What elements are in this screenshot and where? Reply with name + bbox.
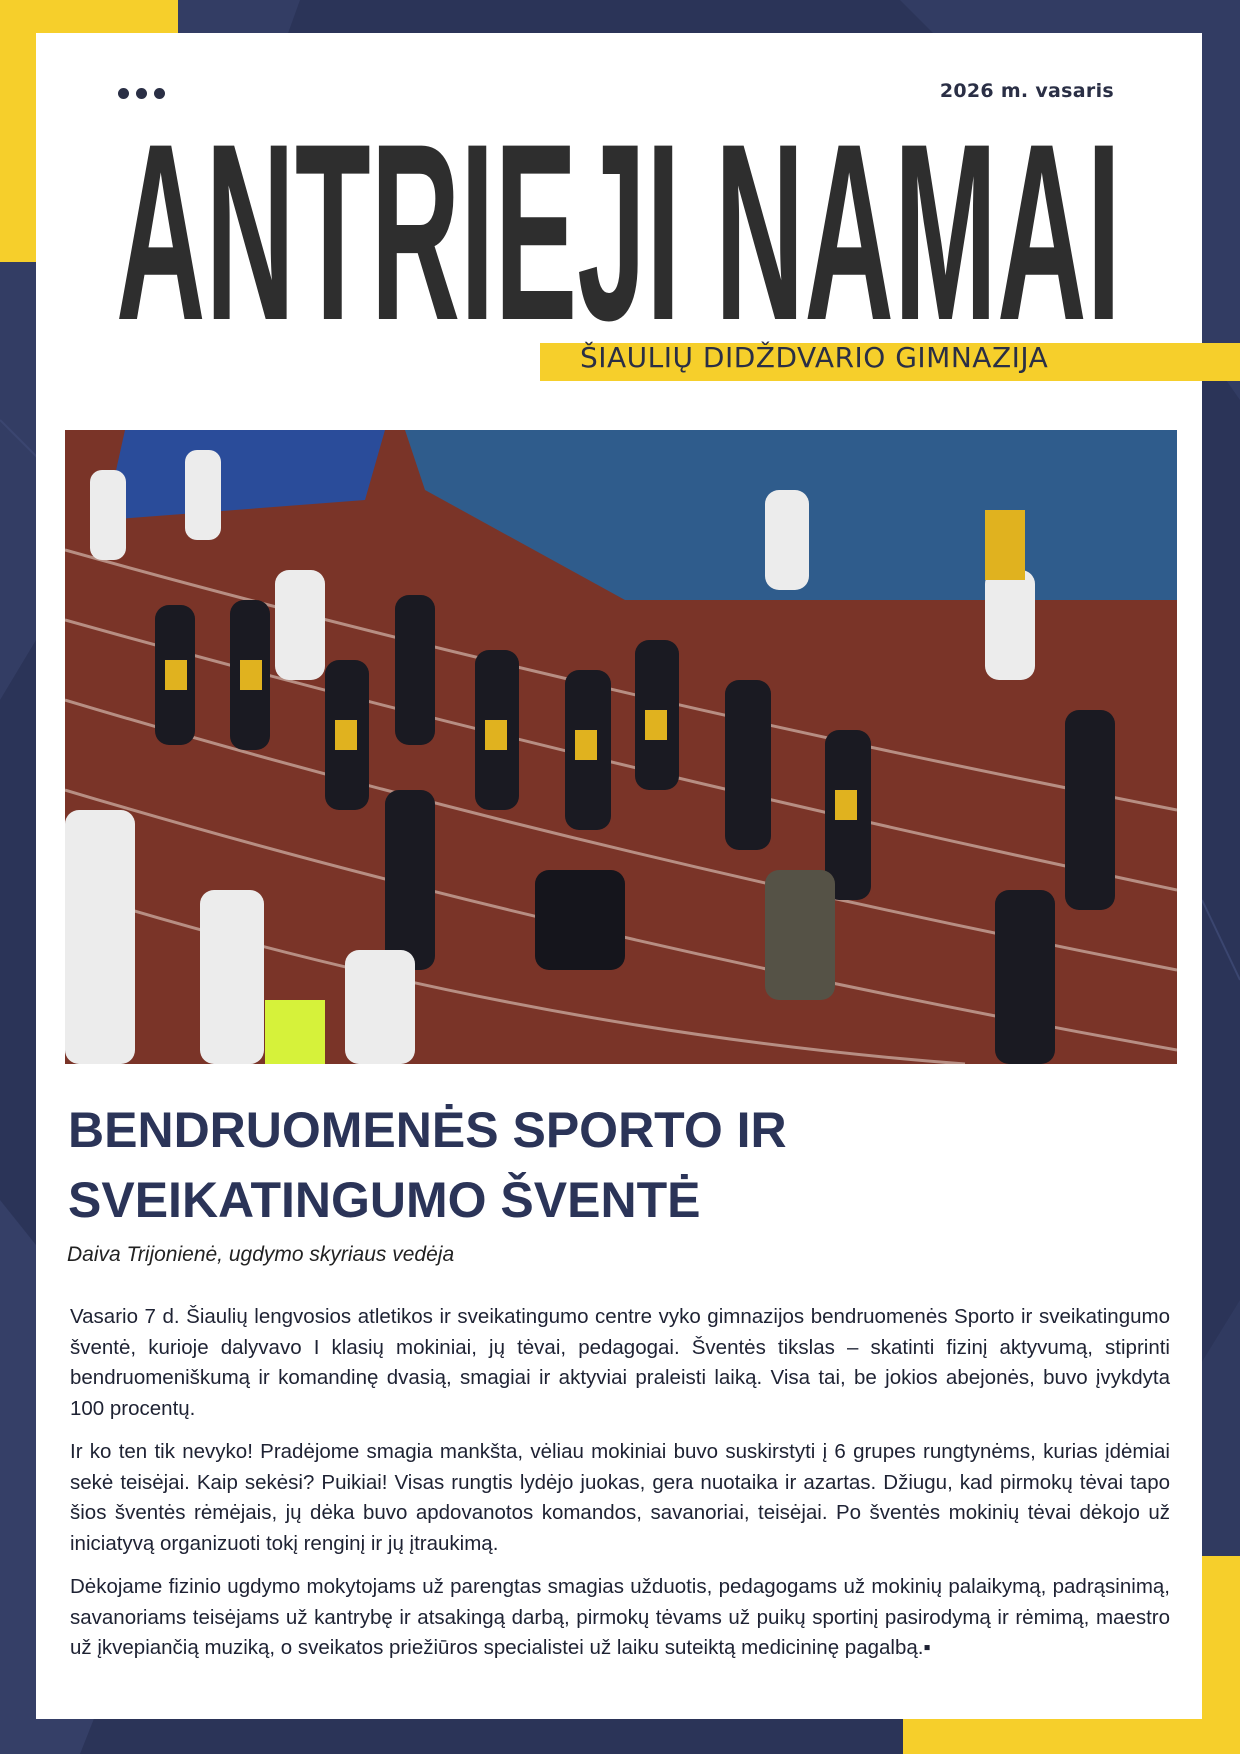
corner-accent-right-edge [1202, 1556, 1240, 1616]
masthead-title-text: ANTRIEJI NAMAI [116, 112, 1121, 332]
issue-date: 2026 m. vasaris [939, 80, 1114, 102]
ellipsis-dots-icon [118, 88, 165, 99]
event-photo [65, 430, 1177, 1064]
article-paragraph: Vasario 7 d. Šiaulių lengvosios atletikos ir sveikatingumo centre vyko gimnazijos bendruomenės Sporto ir sveikatingumo šventė, kurioje dalyvavo I klasių mokiniai, jų tėvai, pedagogai. Šventės tikslas – skatinti fizinį aktyvumą, stiprinti bendruomeniškumą ir komandinę dvasią, smagiai ir aktyviai praleisti laiką. Visa tai, be jokios abejonės, buvo įvykdyta 100 procentų. [70, 1305, 1170, 1420]
article-body [70, 1302, 1170, 1677]
headline-line-1: BENDRUOMENĖS SPORTO IR [68, 1102, 787, 1158]
article-author: Daiva Trijonienė, ugdymo skyriaus vedėja [67, 1243, 455, 1266]
article-headline [68, 1095, 1148, 1235]
article-paragraph: Ir ko ten tik nevyko! Pradėjome smagia mankšta, vėliau mokiniai buvo suskirstyti į 6 grupes rungtynėms, kurias įdėmiai sekė teisėjai. Kaip sekėsi? Puikiai! Visas rungtis lydėjo juokas, gera nuotaika ir azartas. Džiugu, kad pirmokų tėvai tapo šios šventės rėmėjais, jų dėka buvo apdovanotos komandos, savanoriai, teisėjai. Po šventės mokinių tėvai dėkojo už iniciatyvą organizuoti tokį renginį ir jų įtraukimą. [70, 1440, 1170, 1555]
masthead-title [116, 112, 1124, 332]
headline-line-2: SVEIKATINGUMO ŠVENTĖ [68, 1172, 701, 1228]
school-name: ŠIAULIŲ DIDŽDVARIO GIMNAZIJA [580, 341, 1049, 374]
article-paragraph: Dėkojame fizinio ugdymo mokytojams už parengtas smagias užduotis, pedagogams už mokinių palaikymą, padrąsinimą, savanoriams teisėjams už kantrybę ir atsakingą darbą, pirmokų tėvams už puikų sportinį pasirodymą ir rėmimą, maestro už įkvepiančią muziką, o sveikatos priežiūros specialistei už laiku suteiktą medicininę pagalbą.▪ [70, 1575, 1170, 1659]
